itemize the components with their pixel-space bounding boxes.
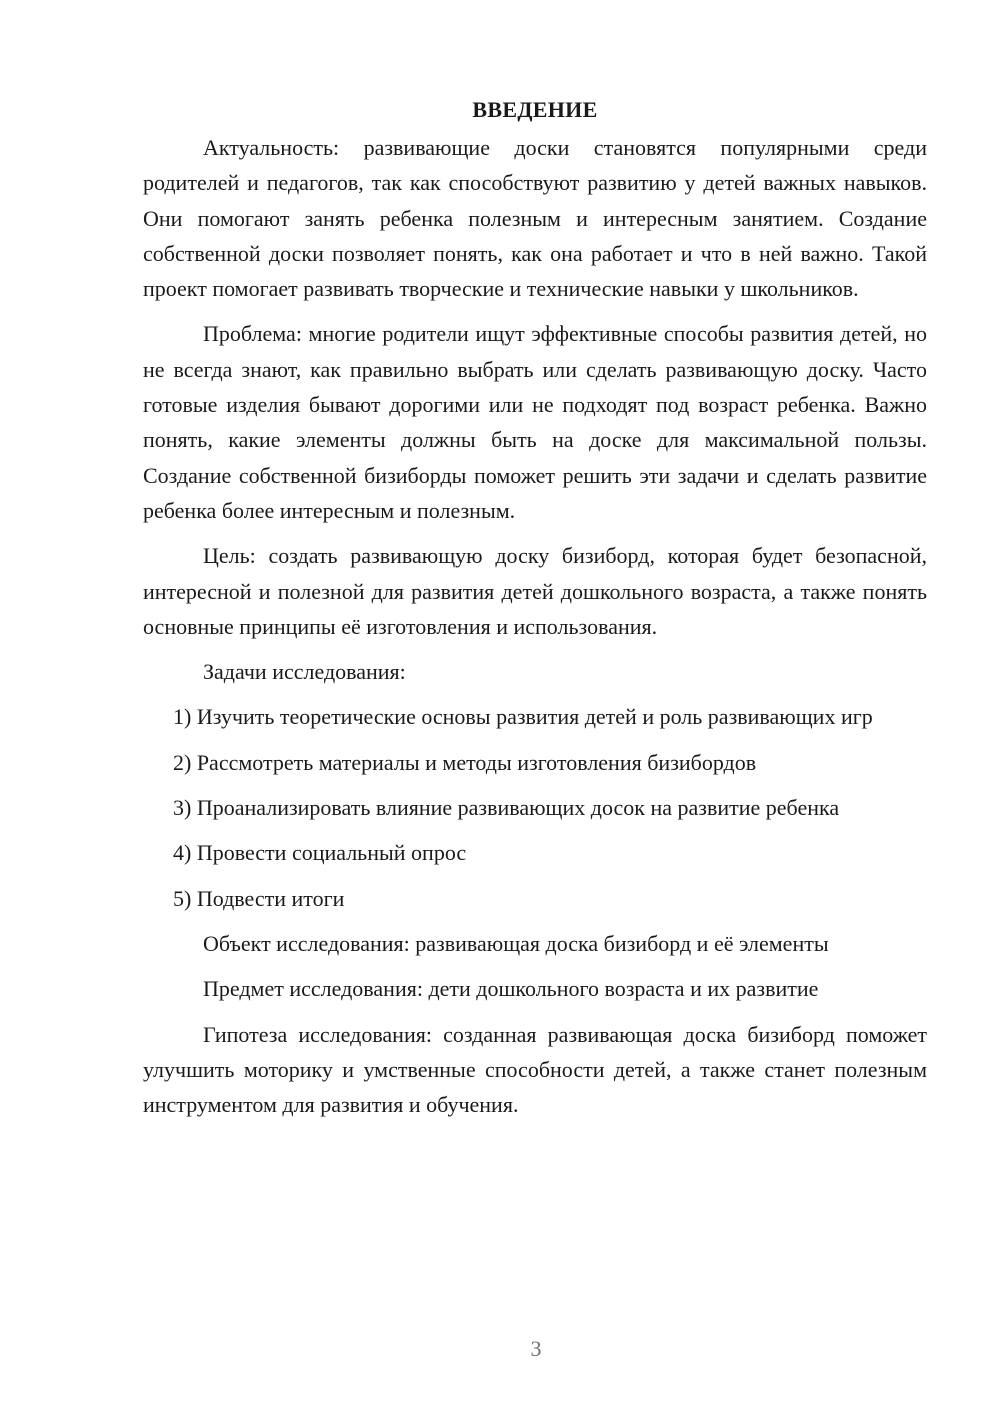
paragraph-problem: Проблема: многие родители ищут эффективные способы развития детей, но не всегда знают, как правильно выбрать или сделать развивающую доску. Часто готовые изделия бывают дорогими или не подходят под возраст ребенка. Важно понять, какие элементы должны быть на доске для максимальной пользы. Создание собственной бизиборды поможет решить эти задачи и сделать развитие ребенка более интересным и полезным. <box>143 321 927 523</box>
paragraph-subject: Предмет исследования: дети дошкольного возраста и их развитие <box>203 976 819 1002</box>
paragraph-hypothesis: Гипотеза исследования: созданная развивающая доска бизиборд поможет улучшить моторику и умственные способности детей, а также станет полезным инструментом для развития и обучения. <box>143 1021 927 1118</box>
section-title: ВВЕДЕНИЕ <box>472 97 598 122</box>
task-item: 1) Изучить теоретические основы развития детей и роль развивающих игр <box>173 704 873 730</box>
task-item: 5) Подвести итоги <box>173 885 345 911</box>
task-item: 3) Проанализировать влияние развивающих досок на развитие ребенка <box>173 795 840 821</box>
document-page <box>143 92 927 1132</box>
page-number: 3 <box>530 1336 542 1361</box>
tasks-list <box>143 699 927 915</box>
paragraph-object: Объект исследования: развивающая доска бизиборд и её элементы <box>203 930 829 956</box>
task-item: 2) Рассмотреть материалы и методы изготовления бизибордов <box>173 749 757 775</box>
task-item: 4) Провести социальный опрос <box>173 840 467 866</box>
paragraph-tasks-heading: Задачи исследования: <box>203 659 406 685</box>
paragraph-relevance: Актуальность: развивающие доски становятся популярными среди родителей и педагогов, так как способствуют развитию у детей важных навыков. Они помогают занять ребенка полезным и интересным занятием. Создание собственной доски позволяет понять, как она работает и что в ней важно. Такой проект помогает развивать творческие и технические навыки у школьников. <box>143 135 927 302</box>
paragraph-goal: Цель: создать развивающую доску бизиборд, которая будет безопасной, интересной и полезной для развития детей дошкольного возраста, а также понять основные принципы её изготовления и использования. <box>143 543 927 639</box>
